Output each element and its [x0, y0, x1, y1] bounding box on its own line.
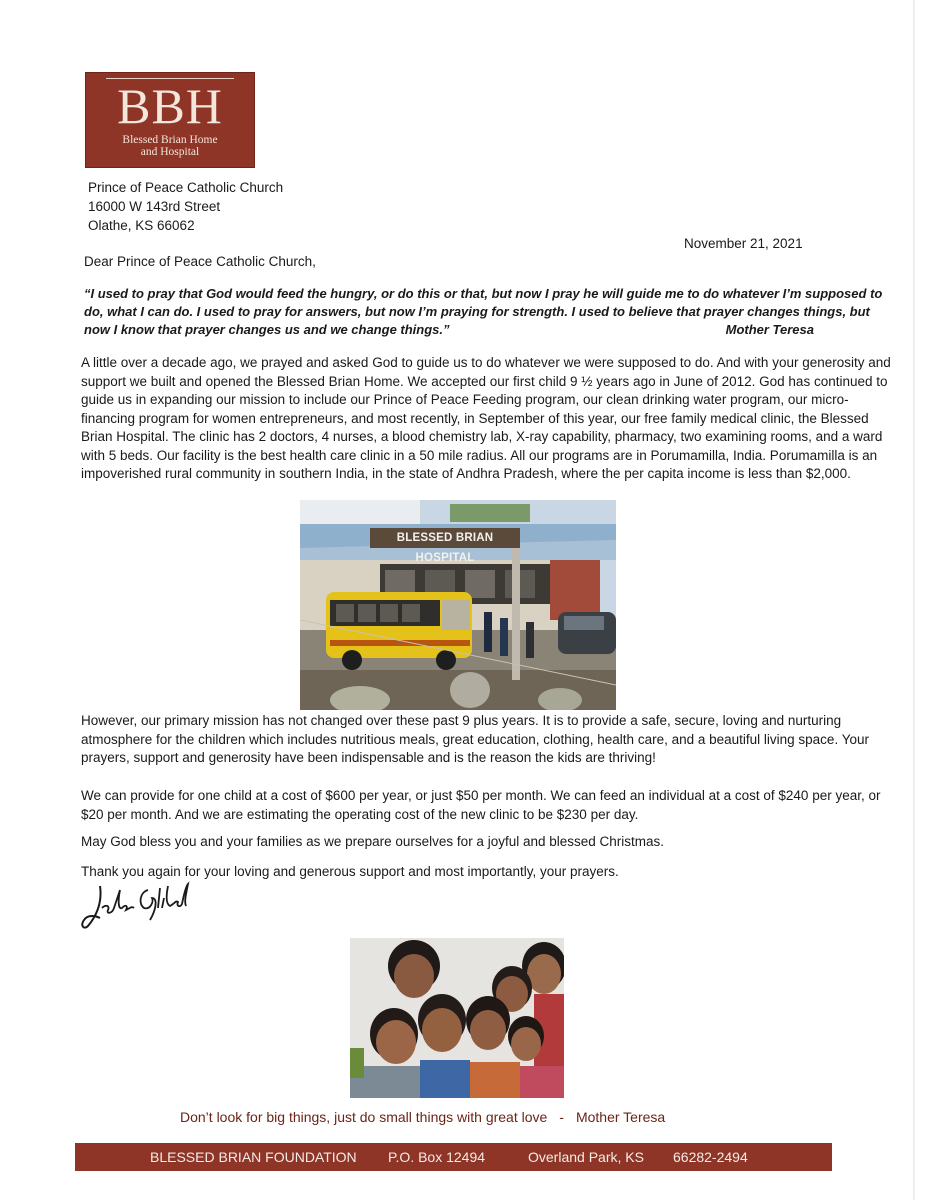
logo-line-1: Blessed Brian Home [122, 134, 218, 146]
body-paragraph-5: Thank you again for your loving and generous support and most importantly, your prayers. [81, 864, 619, 879]
logo-subtitle [86, 134, 254, 158]
recipient-address [88, 178, 283, 235]
body-paragraph-1: A little over a decade ago, we prayed and asked God to guide us to do whatever we were supposed to do. And with your generosity and support we built and opened the Blessed Brian Home. We accepted our first child 9 ½ years ago in June of 2012. God has continued to guide us in expanding our mission to include our Prince of Peace Feeding program, our clean drinking water program, our micro-financing program for women entrepreneurs, and most recently, in September of this year, our free family medical clinic, the Blessed Brian Hospital. The clinic has 2 doctors, 4 nurses, a blood chemistry lab, X-ray capability, pharmacy, two examining rooms, and a ward with 5 beds. Our facility is the best health care clinic in a 50 mile radius. All our programs are in Porumamilla, India. Porumamilla is an impoverished rural community in southern India, in the state of Andhra Pradesh, where the per capita income is less than $2,000. [81, 355, 891, 481]
handwritten-signature [78, 880, 198, 939]
motto-attribution: Mother Teresa [575, 1109, 666, 1125]
footer-zip: 66282-2494 [673, 1149, 748, 1165]
quote-text: “I used to pray that God would feed the hungry, or do this or that, but now I pray he will guide me to do whatever I’m supposed to do, what I can do. I used to pray for answers, but now I’m praying for strength. I used to believe that prayer changes things, but now I know that prayer changes us and we change things.” [84, 286, 883, 337]
opening-quote [84, 285, 884, 339]
logo-line-2: and Hospital [140, 146, 200, 158]
footer-po-box: P.O. Box 12494 [388, 1149, 486, 1165]
footer-org: BLESSED BRIAN FOUNDATION [150, 1149, 357, 1165]
footer-city: Overland Park, KS [528, 1149, 644, 1165]
hospital-sign: BLESSED BRIAN HOSPITAL [370, 528, 520, 548]
body-paragraph-4: May God bless you and your families as we prepare ourselves for a joyful and blessed Christmas. [81, 834, 665, 849]
body-paragraph-2: However, our primary mission has not changed over these past 9 plus years. It is to provide a safe, secure, loving and nurturing atmosphere for the children which includes nutritious meals, great education, clothing, health care, and a beautiful living space. Your prayers, support and generosity have been indispensable and is the reason the kids are thriving! [81, 713, 869, 765]
salutation: Dear Prince of Peace Catholic Church, [84, 254, 316, 269]
quote-attribution: Mother Teresa [725, 322, 814, 337]
motto-separator: - [559, 1109, 564, 1125]
motto-text: Don’t look for big things, just do small things with great love [180, 1109, 548, 1125]
body-paragraph-3: We can provide for one child at a cost of $600 per year, or just $50 per month. We can feed an individual at a cost of $240 per year, or $20 per month. And we are estimating the operating cost of the new clinic to be $230 per day. [81, 788, 881, 822]
children-photo [350, 938, 564, 1098]
motto-line [180, 1109, 665, 1125]
letter-date: November 21, 2021 [684, 236, 803, 251]
logo-mark: BBH [117, 78, 223, 134]
scan-edge [913, 0, 915, 1200]
hospital-photo [300, 500, 616, 710]
recipient-city: Olathe, KS 66062 [88, 218, 195, 233]
footer-bar [75, 1143, 832, 1171]
bbh-logo [85, 72, 255, 168]
recipient-name: Prince of Peace Catholic Church [88, 180, 284, 195]
recipient-street: 16000 W 143rd Street [88, 199, 221, 214]
